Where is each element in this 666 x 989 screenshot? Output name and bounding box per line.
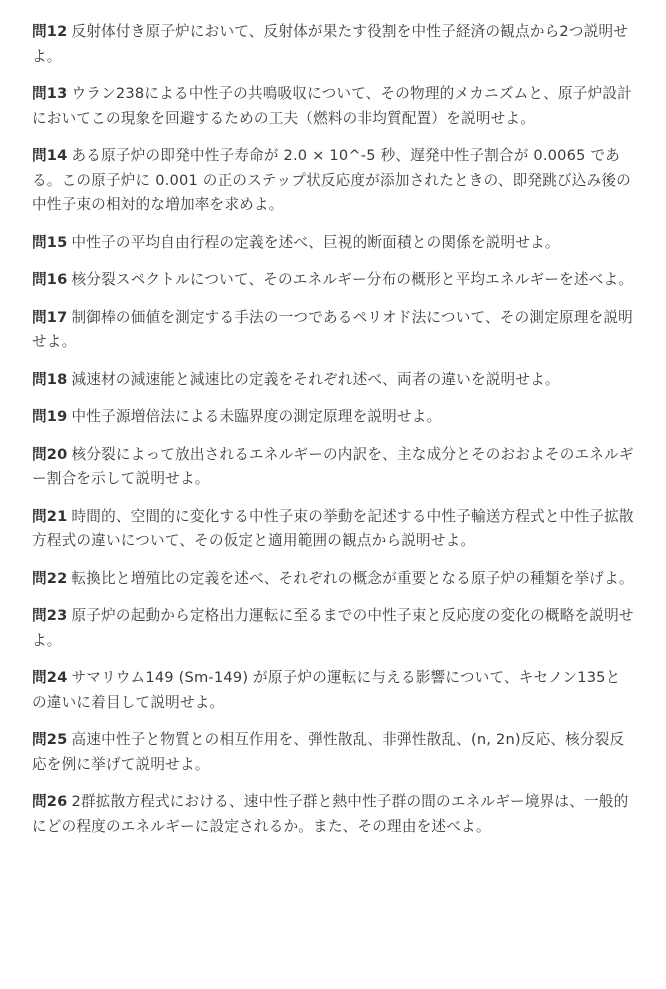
question-number: 問18 [32, 370, 68, 388]
question-25 [32, 728, 634, 777]
question-number: 問17 [32, 308, 68, 326]
question-text: 減速材の減速能と減速比の定義をそれぞれ述べ、両者の違いを説明せよ。 [71, 370, 560, 388]
question-22 [32, 567, 634, 592]
question-number: 問21 [32, 507, 68, 525]
question-14 [32, 144, 634, 218]
question-text: 反射体付き原子炉において、反射体が果たす役割を中性子経済の観点から2つ説明せよ。 [32, 23, 629, 65]
question-text: ウラン238による中性子の共鳴吸収について、その物理的メカニズムと、原子炉設計においてこの現象を回避するための工夫（燃料の非均質配置）を説明せよ。 [32, 85, 632, 127]
question-text: 核分裂によって放出されるエネルギーの内訳を、主な成分とそのおおよそのエネルギー割合を示して説明せよ。 [32, 445, 634, 487]
question-19 [32, 405, 634, 430]
question-number: 問24 [32, 669, 68, 686]
question-15 [32, 231, 634, 256]
question-text: 転換比と増殖比の定義を述べ、それぞれの概念が重要となる原子炉の種類を挙げよ。 [71, 569, 634, 587]
question-text: 原子炉の起動から定格出力運転に至るまでの中性子束と反応度の変化の概略を説明せよ。 [32, 607, 634, 649]
question-text: 2群拡散方程式における、速中性子群と熱中性子群の間のエネルギー境界は、一般的にどの程度のエネルギーに設定されるか。また、その理由を述べよ。 [32, 793, 629, 835]
question-number: 問22 [32, 569, 68, 587]
question-23 [32, 604, 634, 653]
question-17 [32, 306, 634, 355]
question-number: 問26 [32, 793, 68, 810]
question-26 [32, 790, 634, 839]
question-number: 問23 [32, 607, 68, 624]
question-text: 高速中性子と物質との相互作用を、弾性散乱、非弾性散乱、(n, 2n)反応、核分裂反応を例に挙げて説明せよ。 [32, 731, 625, 773]
question-text: ある原子炉の即発中性子寿命が 2.0 × 10^-5 秒、遅発中性子割合が 0.0065 である。この原子炉に 0.001 の正のステップ状反応度が添加されたときの、即発跳び込み後の中性子束の相対的な増加率を求めよ。 [32, 147, 631, 213]
question-21 [32, 505, 634, 554]
question-16 [32, 268, 634, 293]
question-18 [32, 368, 634, 393]
question-20 [32, 443, 634, 492]
question-number: 問12 [32, 23, 68, 40]
question-13 [32, 82, 634, 131]
question-text: 中性子の平均自由行程の定義を述べ、巨視的断面積との関係を説明せよ。 [71, 233, 560, 251]
question-text: サマリウム149 (Sm-149) が原子炉の運転に与える影響について、キセノン135との違いに着目して説明せよ。 [32, 669, 621, 711]
question-number: 問15 [32, 233, 68, 251]
question-number: 問25 [32, 731, 68, 748]
question-24 [32, 666, 634, 715]
question-number: 問14 [32, 147, 68, 164]
question-text: 中性子源増倍法による未臨界度の測定原理を説明せよ。 [71, 408, 442, 425]
question-text: 制御棒の価値を測定する手法の一つであるペリオド法について、その測定原理を説明せよ。 [32, 308, 633, 350]
question-text: 時間的、空間的に変化する中性子束の挙動を記述する中性子輸送方程式と中性子拡散方程式の違いについて、その仮定と適用範囲の観点から説明せよ。 [32, 507, 634, 549]
question-text: 核分裂スペクトルについて、そのエネルギー分布の概形と平均エネルギーを述べよ。 [71, 271, 634, 288]
question-number: 問13 [32, 85, 68, 102]
question-number: 問19 [32, 408, 68, 425]
question-number: 問20 [32, 445, 68, 463]
question-12 [32, 20, 634, 69]
question-number: 問16 [32, 271, 68, 288]
